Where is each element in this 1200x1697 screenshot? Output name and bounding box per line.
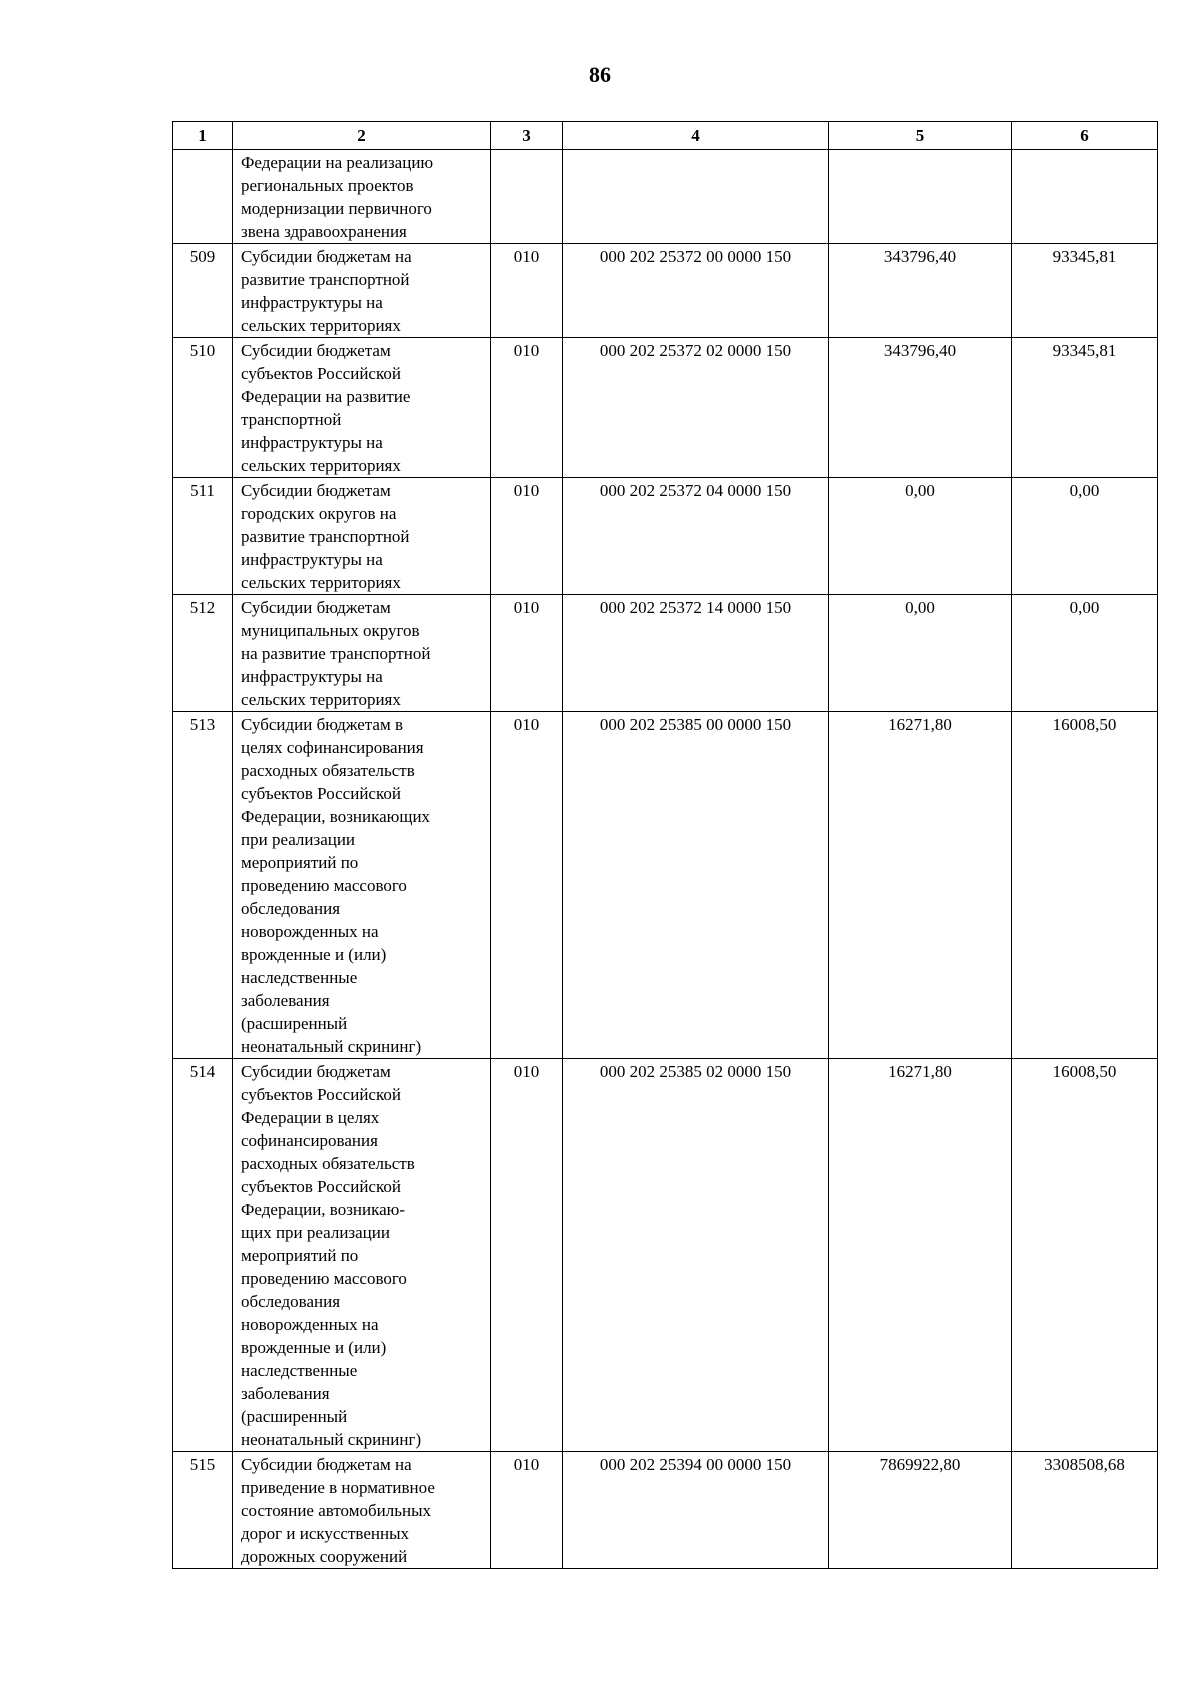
description-line: новорожденных на [241,922,379,941]
description-line: на развитие транспортной [241,644,431,663]
header-col-3: 3 [491,122,563,150]
description-line: обследования [241,1292,341,1311]
description-cell [233,1452,491,1569]
description-line: Федерации в целях [241,1108,380,1127]
description-line: субъектов Российской [241,784,401,803]
description-line: Субсидии бюджетам [241,1062,391,1081]
description-line: мероприятий по [241,1246,359,1265]
description-line: муниципальных округов [241,621,420,640]
description-line: региональных проектов [241,176,414,195]
budget-code-cell: 000 202 25372 14 0000 150 [563,595,829,712]
description-line: софинансирования [241,1131,378,1150]
description-line: обследования [241,899,341,918]
description-line: звена здравоохранения [241,222,407,241]
amount-col6-cell: 0,00 [1012,595,1158,712]
description-line: субъектов Российской [241,1177,401,1196]
description-line: (расширенный [241,1014,348,1033]
description-line: проведению массового [241,1269,407,1288]
description-cell [233,338,491,478]
budget-code-cell: 000 202 25385 02 0000 150 [563,1059,829,1452]
description-line: дорожных сооружений [241,1547,408,1566]
description-line: Субсидии бюджетам в [241,715,403,734]
description-line: щих при реализации [241,1223,390,1242]
description-line: врожденные и (или) [241,1338,387,1357]
amount-col6-cell: 3308508,68 [1012,1452,1158,1569]
budget-code-cell: 000 202 25372 04 0000 150 [563,478,829,595]
table-row-continuation [173,150,1158,244]
description-line: при реализации [241,830,356,849]
table-header [173,122,1158,150]
row-number-cell: 513 [173,712,233,1059]
description-line: приведение в нормативное [241,1478,435,1497]
table-row [173,1452,1158,1569]
admin-code-cell: 010 [491,1059,563,1452]
description-line: инфраструктуры на [241,550,383,569]
page-number: 86 [589,62,611,87]
description-cell [233,478,491,595]
description-line: Федерации на реализацию [241,153,434,172]
description-line: мероприятий по [241,853,359,872]
budget-code-cell: 000 202 25385 00 0000 150 [563,712,829,1059]
amount-col6-cell: 16008,50 [1012,712,1158,1059]
description-line: субъектов Российской [241,1085,401,1104]
description-line: развитие транспортной [241,527,410,546]
description-line: Субсидии бюджетам [241,598,391,617]
description-line: сельских территориях [241,573,401,592]
amount-col5-cell: 16271,80 [829,712,1012,1059]
admin-code-cell: 010 [491,595,563,712]
row-number-cell: 509 [173,244,233,338]
amount-col6-cell: 93345,81 [1012,244,1158,338]
description-line: проведению массового [241,876,407,895]
description-line: целях софинансирования [241,738,424,757]
header-col-5: 5 [829,122,1012,150]
admin-code-cell: 010 [491,1452,563,1569]
description-line: модернизации первичного [241,199,432,218]
description-line: дорог и искусственных [241,1524,409,1543]
budget-code-cell: 000 202 25372 02 0000 150 [563,338,829,478]
row-number-cell: 511 [173,478,233,595]
description-line: врожденные и (или) [241,945,387,964]
amount-col5-cell: 0,00 [829,595,1012,712]
description-line: Субсидии бюджетам [241,341,391,360]
description-line: инфраструктуры на [241,293,383,312]
description-line: (расширенный [241,1407,348,1426]
description-line: неонатальный скрининг) [241,1037,422,1056]
description-line: Федерации, возникаю- [241,1200,406,1219]
description-line: расходных обязательств [241,1154,415,1173]
description-line: субъектов Российской [241,364,401,383]
table-row [173,595,1158,712]
amount-col6-cell: 0,00 [1012,478,1158,595]
description-line: заболевания [241,991,330,1010]
description-line: развитие транспортной [241,270,410,289]
header-col-6: 6 [1012,122,1158,150]
admin-code-cell: 010 [491,712,563,1059]
description-line: состояние автомобильных [241,1501,431,1520]
header-row [173,122,1158,150]
description-cell [233,150,491,244]
amount-col5-cell [829,150,1012,244]
header-col-1: 1 [173,122,233,150]
table-row [173,478,1158,595]
header-col-4: 4 [563,122,829,150]
admin-code-cell: 010 [491,244,563,338]
description-line: сельских территориях [241,690,401,709]
description-line: Субсидии бюджетам на [241,247,412,266]
amount-col6-cell: 93345,81 [1012,338,1158,478]
budget-table [172,121,1158,1569]
admin-code-cell: 010 [491,478,563,595]
description-line: городских округов на [241,504,397,523]
amount-col5-cell: 343796,40 [829,244,1012,338]
table-row [173,712,1158,1059]
description-line: Субсидии бюджетам [241,481,391,500]
table-body [173,150,1158,1569]
description-line: инфраструктуры на [241,667,383,686]
description-line: наследственные [241,968,358,987]
row-number-cell: 514 [173,1059,233,1452]
description-cell [233,712,491,1059]
admin-code-cell: 010 [491,338,563,478]
description-cell [233,244,491,338]
amount-col5-cell: 16271,80 [829,1059,1012,1452]
amount-col5-cell: 0,00 [829,478,1012,595]
description-line: заболевания [241,1384,330,1403]
row-number-cell: 512 [173,595,233,712]
description-line: новорожденных на [241,1315,379,1334]
budget-code-cell [563,150,829,244]
description-line: наследственные [241,1361,358,1380]
amount-col6-cell [1012,150,1158,244]
description-cell [233,595,491,712]
description-line: Федерации, возникающих [241,807,431,826]
description-cell [233,1059,491,1452]
admin-code-cell [491,150,563,244]
description-line: неонатальный скрининг) [241,1430,422,1449]
amount-col5-cell: 7869922,80 [829,1452,1012,1569]
amount-col6-cell: 16008,50 [1012,1059,1158,1452]
table-row [173,1059,1158,1452]
row-number-cell [173,150,233,244]
table-row [173,338,1158,478]
row-number-cell: 515 [173,1452,233,1569]
description-line: сельских территориях [241,316,401,335]
header-col-2: 2 [233,122,491,150]
budget-code-cell: 000 202 25394 00 0000 150 [563,1452,829,1569]
description-line: транспортной [241,410,342,429]
description-line: Федерации на развитие [241,387,411,406]
description-line: Субсидии бюджетам на [241,1455,412,1474]
amount-col5-cell: 343796,40 [829,338,1012,478]
description-line: инфраструктуры на [241,433,383,452]
table-row [173,244,1158,338]
description-line: сельских территориях [241,456,401,475]
description-line: расходных обязательств [241,761,415,780]
row-number-cell: 510 [173,338,233,478]
budget-code-cell: 000 202 25372 00 0000 150 [563,244,829,338]
